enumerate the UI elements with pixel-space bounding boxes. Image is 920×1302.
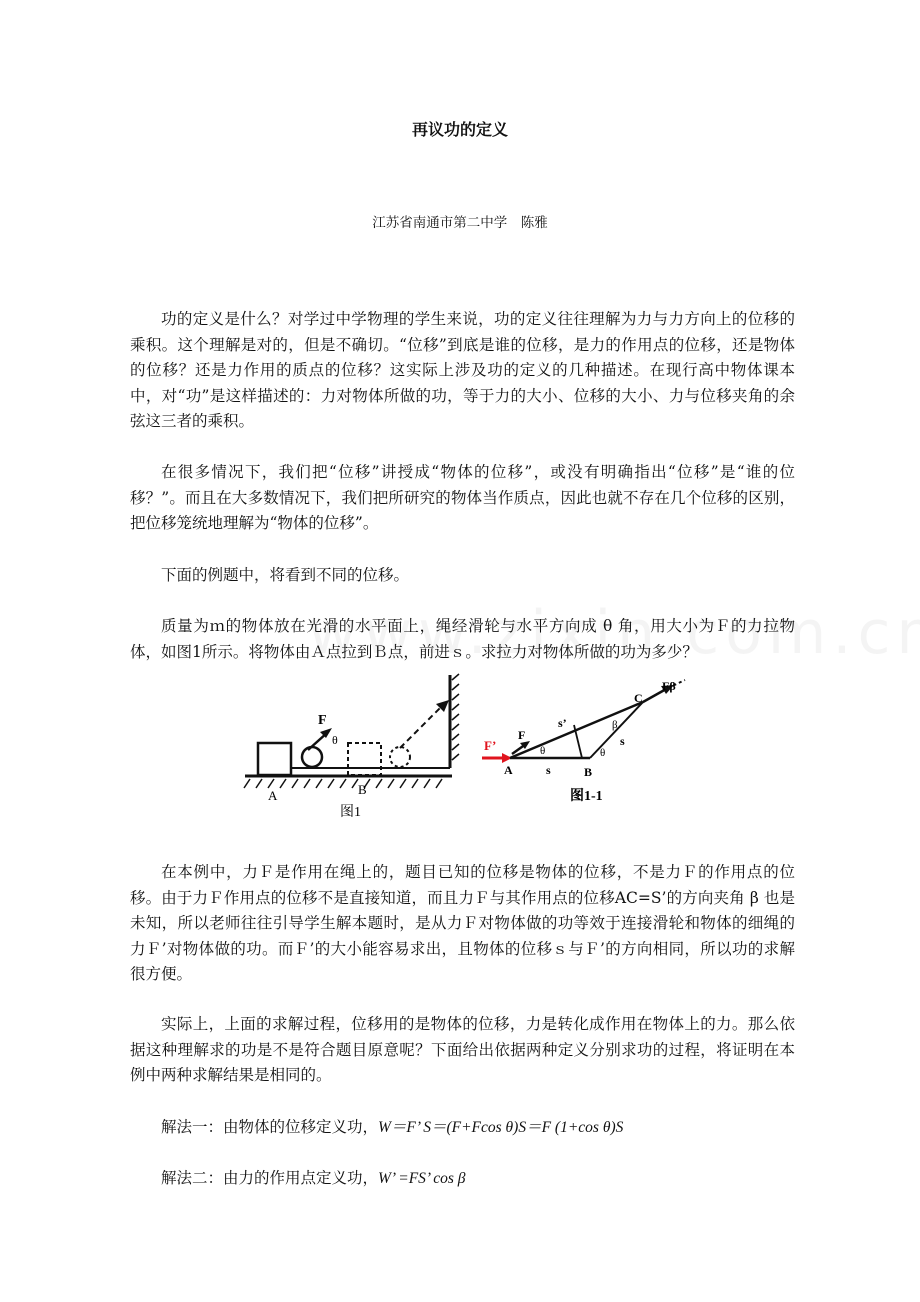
label-theta: θ [332,733,338,747]
pulley [302,747,322,767]
label-s-bottom: s [546,763,551,777]
label-point-c: C [634,691,643,705]
label-beta: β [612,719,618,731]
author-line: 江苏省南通市第二中学 陈雅 [372,215,548,231]
solution-2-formula: W’ =FS’ cos β [378,1170,466,1187]
paragraph-6: 实际上，上面的求解过程，位移用的是物体的位移，力是转化成作用在物体上的力。那么依据这种理解求的功是不是符合题目原意呢？下面给出依据两种定义分别求功的过程，将证明在本例中两种求解结果是相同的。 [130,1015,795,1084]
label-s-side: s [620,734,625,748]
solution-1-label: 解法一：由物体的位移定义功， [161,1118,379,1136]
label-force: F [318,713,327,728]
solution-2 [130,1166,795,1191]
paragraph-2: 在很多情况下，我们把“位移”讲授成“物体的位移”，或没有明确指出“位移”是“谁的位移？”。而且在大多数情况下，我们把所研究的物体当作质点，因此也就不存在几个位移的区别，把位移笼统地理解为“物体的位移”。 [130,463,795,532]
paragraph-1: 功的定义是什么？对学过中学物理的学生来说，功的定义往往理解为力与力方向上的位移的乘积。这个理解是对的，但是不确切。“位移”到底是谁的位移，是力的作用点的位移，还是物体的位移？还是力作用的质点的位移？这实际上涉及功的定义的几种描述。在现行高中物体课本中，对“功”是这样描述的：力对物体所做的功，等于力的大小、位移的大小、力与位移夹角的余弦这三者的乘积。 [130,310,795,430]
label-force-small: F [518,728,526,742]
label-point-a: A [268,788,278,803]
watermark [308,598,920,668]
label-f-beta: Fβ [662,679,676,693]
figure-1 [240,670,470,825]
label-theta: θ [540,745,546,757]
label-point-b: B [358,782,367,797]
label-s-prime: s’ [558,716,567,730]
solution-1 [130,1115,795,1140]
solution-1-formula: W＝F’ S＝(F+Fcos θ)S＝F (1+cos θ)S [378,1119,624,1136]
figure-1-caption: 图1 [340,805,361,820]
label-f-prime: F’ [484,738,497,753]
label-theta-b: θ [600,747,606,759]
paragraph-5: 在本例中，力Ｆ是作用在绳上的，题目已知的位移是物体的位移，不是力Ｆ的作用点的位移。由于力Ｆ作用点的位移不是直接知道，而且力Ｆ与其作用点的位移AC=S’的方向夹角 β 也是未知，所以老师往往引导学生解本题时，是从力Ｆ对物体做的功等效于连接滑轮和物体的细绳的力Ｆ’对物体做的功。而Ｆ’的大小能容易求出，且物体的位移ｓ与Ｆ’的方向相同，所以功的求解很方便。 [130,863,795,983]
label-point-a: A [504,763,513,777]
figure-1-1 [478,670,693,805]
block [258,743,291,775]
figure-1-1-caption: 图1-1 [570,789,603,804]
paragraph-4: 质量为ｍ的物体放在光滑的水平面上，绳经滑轮与水平方向成 θ 角，用大小为Ｆ的力拉物体，如图1所示。将物体由Ａ点拉到Ｂ点，前进ｓ。求拉力对物体所做的功为多少？ [130,617,795,661]
solution-2-label: 解法二：由力的作用点定义功， [161,1169,379,1187]
label-point-b: B [584,765,593,779]
paragraph-3: 下面的例题中，将看到不同的位移。 [161,566,410,584]
page-title: 再议功的定义 [411,120,508,139]
